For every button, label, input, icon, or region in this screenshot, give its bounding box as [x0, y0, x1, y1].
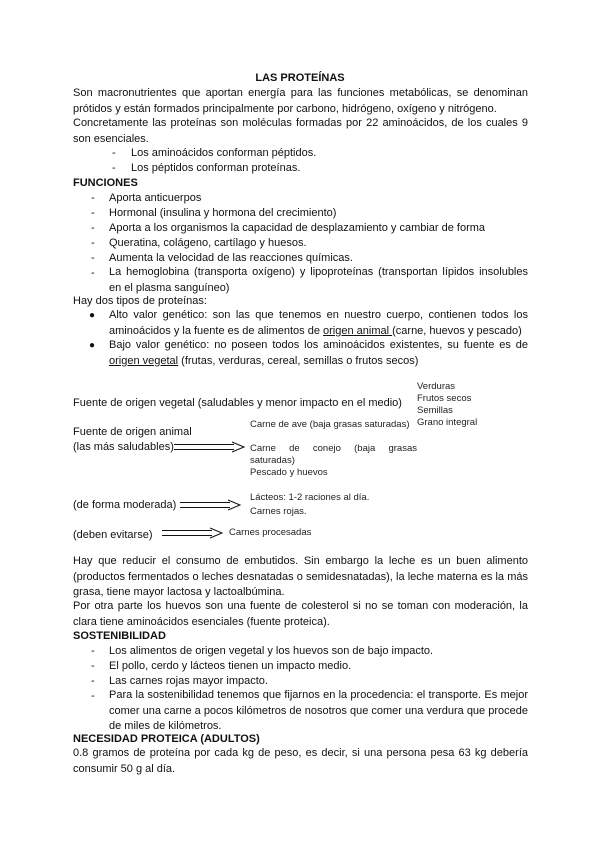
tipo-text: Bajo valor genético: no poseen todos los aminoácidos existentes, su fuente es de	[109, 339, 528, 351]
dash-marker: -	[91, 267, 95, 279]
funciones-item: Aumenta la velocidad de las reacciones químicas.	[109, 252, 353, 264]
funciones-item: Queratina, colágeno, cartílago y huesos.	[109, 237, 307, 249]
animal-item: Carne de conejo (baja grasas saturadas)	[250, 443, 417, 466]
funciones-item: La hemoglobina (transporta oxígeno) y lipoproteínas (transportan lípidos insolubles en el plasma sanguíneo)	[109, 266, 528, 294]
dash-marker: -	[91, 252, 95, 264]
vegetal-item: Grano integral	[417, 417, 478, 428]
sostenibilidad-item: El pollo, cerdo y lácteos tienen un impacto medio.	[109, 660, 352, 672]
dash-marker: -	[91, 222, 95, 234]
sostenibilidad-item: Los alimentos de origen vegetal y los huevos son de bajo impacto.	[109, 645, 434, 657]
evitar-item: Carnes procesadas	[229, 527, 312, 538]
animal-item: Pescado y huevos	[250, 467, 328, 478]
tipo-proteina-alto	[109, 308, 528, 339]
tipo-text: Alto valor genético: son las que tenemos en nuestro cuerpo, contienen todos los aminoácidos y la fuente es de alimentos de	[109, 309, 528, 337]
animal-item: Carne de ave (baja grasas saturadas)	[250, 419, 410, 430]
moderada-label: (de forma moderada)	[73, 499, 177, 511]
animal-label-1: Fuente de origen animal	[73, 426, 192, 438]
arrow-right-icon	[180, 499, 242, 511]
intro-list-item: Los aminoácidos conforman péptidos.	[131, 147, 317, 159]
vegetal-label: Fuente de origen vegetal (saludables y menor impacto en el medio)	[73, 397, 402, 409]
intro-paragraph-2: Concretamente las proteínas son moléculas formadas por 22 aminoácidos, de los cuales 9 son esenciales.	[73, 117, 528, 145]
origen-vegetal-underlined: origen vegetal	[109, 354, 179, 367]
dash-marker: -	[91, 207, 95, 219]
section-heading-sostenibilidad: SOSTENIBILIDAD	[73, 630, 166, 642]
dash-marker: -	[112, 162, 116, 174]
moderada-item: Lácteos: 1-2 raciones al día.	[250, 492, 370, 503]
bullet-marker: ●	[89, 340, 96, 351]
body-paragraph-2: Por otra parte los huevos son una fuente de colesterol si no se toman con moderación, la clara tiene aminoácidos esenciales (fuente proteica).	[73, 600, 528, 628]
evitar-label: (deben evitarse)	[73, 529, 153, 541]
dash-marker: -	[91, 645, 95, 657]
section-heading-necesidad: NECESIDAD PROTEICA (ADULTOS)	[73, 733, 260, 745]
dash-marker: -	[91, 675, 95, 687]
sostenibilidad-item: Para la sostenibilidad tenemos que fijarnos en la procedencia: el transporte. Es mejor comer una carne a pocos kilómetros de nosotros que comer una verdura que procede de miles de kilómetros.	[109, 689, 528, 732]
dash-marker: -	[91, 660, 95, 672]
funciones-item: Hormonal (insulina y hormona del crecimiento)	[109, 207, 337, 219]
necesidad-text: 0.8 gramos de proteína por cada kg de peso, es decir, si una persona pesa 63 kg debería consumir 50 g al día.	[73, 747, 528, 775]
page-title: LAS PROTEÍNAS	[255, 72, 345, 84]
vegetal-item: Frutos secos	[417, 393, 472, 404]
animal-label-2: (las más saludables)	[73, 441, 174, 453]
intro-list-item: Los péptidos conforman proteínas.	[131, 162, 301, 174]
dash-marker: -	[91, 237, 95, 249]
dash-marker: -	[91, 690, 95, 702]
sostenibilidad-item: Las carnes rojas mayor impacto.	[109, 675, 268, 687]
dash-marker: -	[91, 192, 95, 204]
tipos-intro: Hay dos tipos de proteínas:	[73, 295, 207, 307]
section-heading-funciones: FUNCIONES	[73, 177, 138, 189]
funciones-item: Aporta anticuerpos	[109, 192, 202, 204]
vegetal-item: Semillas	[417, 405, 453, 416]
vegetal-item: Verduras	[417, 381, 456, 392]
body-paragraph-1: Hay que reducir el consumo de embutidos. Sin embargo la leche es un buen alimento (productos fermentados o leches desnatadas o semidesnatadas), la leche materna es la más grasa, tiene mayor lactosa y lactoalbúmina.	[73, 555, 528, 598]
arrow-right-icon	[162, 527, 224, 539]
tipo-text: (frutas, verduras, cereal, semillas o frutos secos)	[178, 354, 419, 367]
moderada-item: Carnes rojas.	[250, 506, 307, 517]
tipo-text: (carne, huevos y pescado)	[392, 324, 522, 337]
intro-paragraph-1: Son macronutrientes que aportan energía para las funciones metabólicas, se denominan prótidos y están formados principalmente por carbono, hidrógeno, oxígeno y nitrógeno.	[73, 87, 528, 115]
arrow-right-icon	[174, 441, 246, 453]
funciones-item: Aporta a los organismos la capacidad de desplazamiento y cambiar de forma	[109, 222, 486, 234]
tipo-proteina-bajo	[109, 338, 528, 369]
bullet-marker: ●	[89, 310, 96, 321]
origen-animal-underlined: origen animal	[323, 324, 393, 337]
dash-marker: -	[112, 147, 116, 159]
